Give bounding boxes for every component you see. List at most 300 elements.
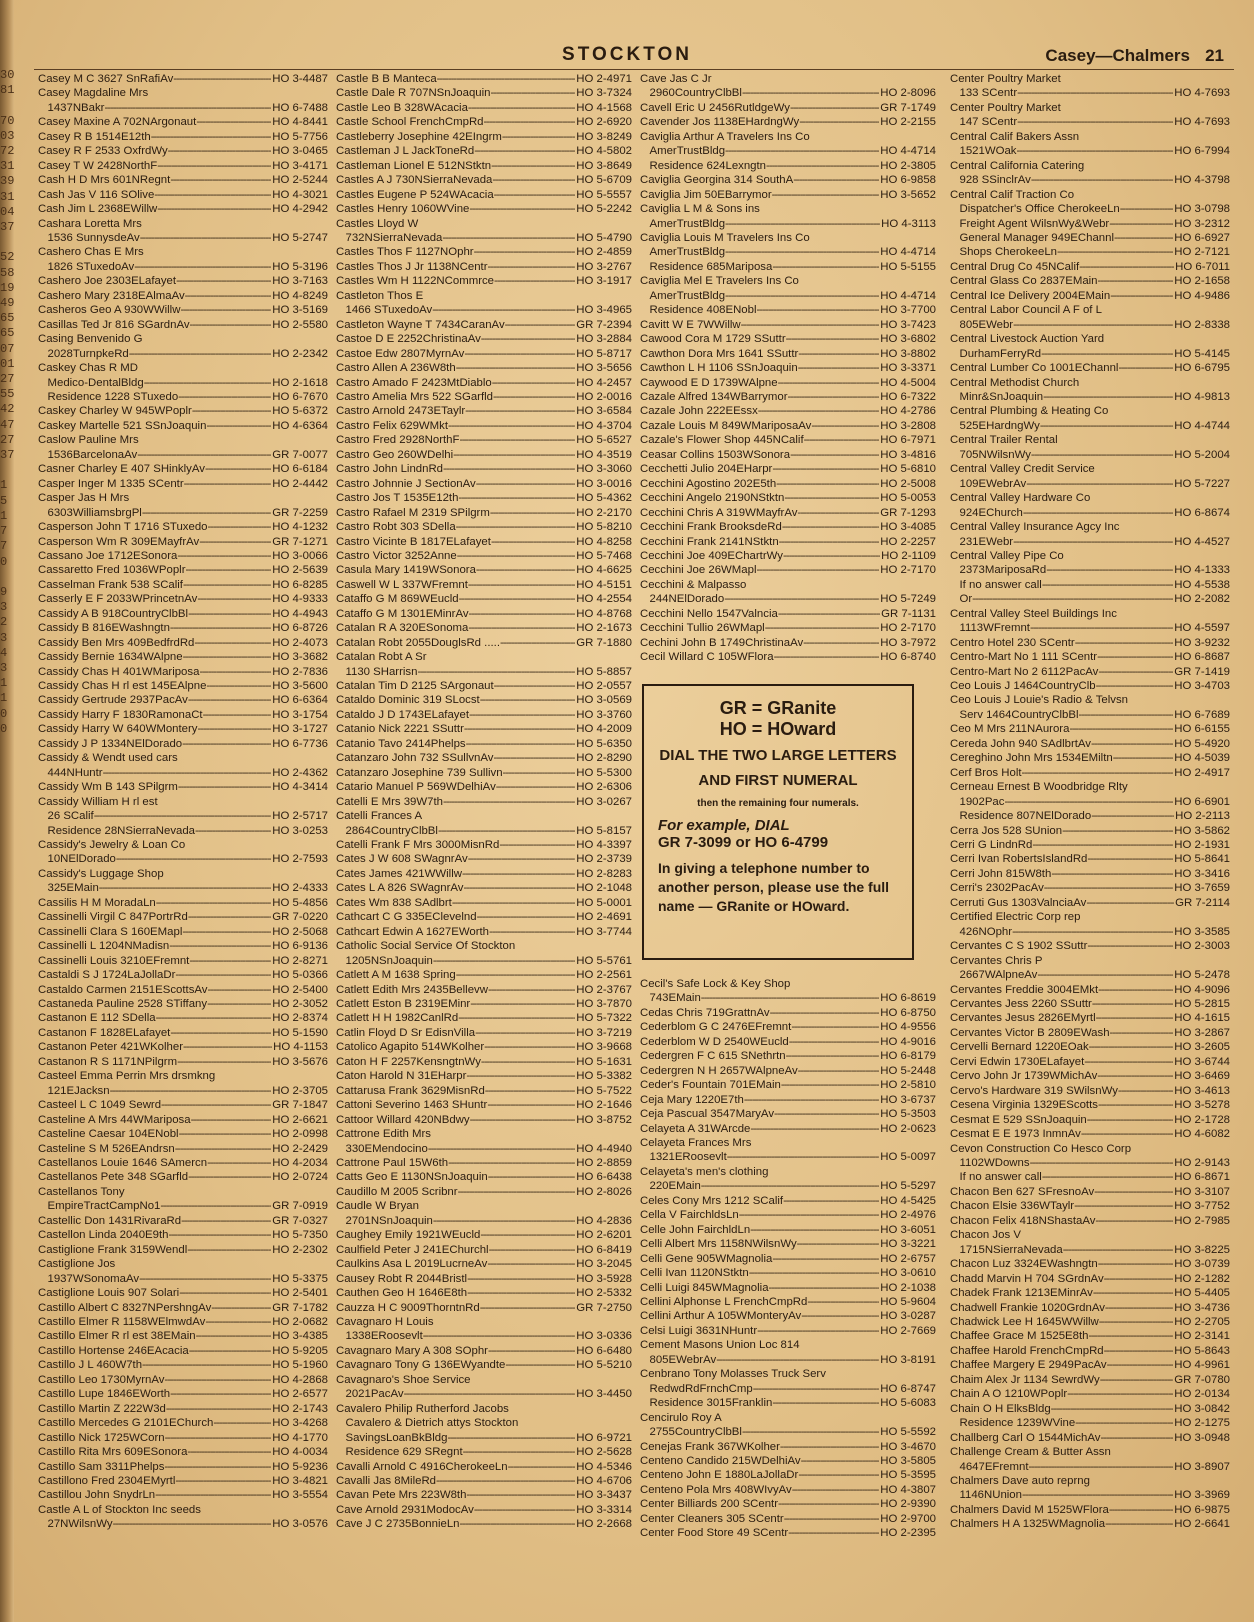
leader-dashes <box>183 578 271 592</box>
listing-name: Residence 408ENobl <box>640 304 757 317</box>
leader-dashes <box>496 780 576 794</box>
listing-phone: HO 2-3767 <box>576 983 632 996</box>
leader-dashes <box>175 1474 271 1488</box>
listing-name: Cassidy A B 918CountryClbBl <box>38 607 189 620</box>
listing-name: Catts Geo E 1130NSnJoaquin <box>336 1171 488 1184</box>
listing-name: 1466 STuxedoAv <box>336 304 433 317</box>
leader-dashes <box>190 318 272 332</box>
listing-name: Chacon Ben 627 SFresnoAv <box>950 1185 1095 1198</box>
leader-dashes <box>769 1281 880 1295</box>
listing-name: Cervantes Victor B 2809EWash <box>950 1026 1110 1039</box>
listing-phone: HO 3-2867 <box>1174 1026 1230 1039</box>
listing-name: Residence 1228 STuxedo <box>38 390 179 403</box>
listing-name: Castillo Martin Z 222W3d <box>38 1402 166 1415</box>
listing-name: Castaldi S J 1724LaJollaDr <box>38 969 176 982</box>
listing-name: Castellanos Louie 1646 SAmercn <box>38 1156 208 1169</box>
listing-entry <box>336 1315 632 1329</box>
listing-name: Catanzaro Josephine 739 Sullivn <box>336 766 503 779</box>
listing-entry <box>336 1460 632 1474</box>
listing-phone: HO 5-8157 <box>576 824 632 837</box>
listing-entry <box>640 1252 936 1266</box>
listing-phone: HO 2-7985 <box>1174 1214 1230 1227</box>
leader-dashes <box>1042 578 1173 592</box>
listing-name: Catlett Edith Mrs 2435Bellevw <box>336 983 488 996</box>
leader-dashes <box>790 448 879 462</box>
binding-digit: 39 <box>0 174 14 189</box>
listing-name: Cassidy Chas H 401WMariposa <box>38 665 200 678</box>
listing-name: Castro John LindnRd <box>336 463 444 476</box>
notice-example-numbers: GR 7-3099 or HO 6-4799 <box>658 834 829 851</box>
listing-entry <box>950 1243 1230 1257</box>
listing-name: Castro Jos T 1535E12th <box>336 492 459 505</box>
listing-name: Central Glass Co 2837EMain <box>950 275 1098 288</box>
listing-phone: HO 4-5039 <box>1174 752 1230 765</box>
listing-phone: HO 6-8179 <box>880 1050 936 1063</box>
leader-dashes <box>465 404 575 418</box>
listing-entry <box>336 1113 632 1127</box>
listing-name: Cervantes Jess 2260 SSuttr <box>950 998 1092 1010</box>
leader-dashes <box>447 1431 575 1445</box>
listing-name: 1937WSonomaAv <box>38 1272 140 1285</box>
listing-phone: HO 3-8225 <box>1174 1243 1230 1256</box>
listing-entry <box>38 217 328 231</box>
listing-entry <box>950 809 1230 823</box>
listing-name: Dispatcher's Office CherokeeLn <box>950 203 1120 216</box>
listing-name: Catanzaro John 732 SSullvnAv <box>336 752 494 765</box>
listing-phone: HO 3-3107 <box>1174 1185 1230 1198</box>
binding-digit: 31 <box>0 159 14 174</box>
listing-phone: HO 5-2747 <box>272 231 328 244</box>
listing-entry <box>640 347 936 361</box>
binding-digit: 4 <box>0 645 8 660</box>
leader-dashes <box>1062 824 1173 838</box>
listing-entry <box>38 1517 328 1531</box>
listing-name: Casheros Geo A 930WWillw <box>38 304 181 317</box>
listing-phone: HO 3-0465 <box>272 145 328 158</box>
listing-name: Castles Thos J Jr 1138NCentr <box>336 260 488 273</box>
leader-dashes <box>1105 1301 1173 1315</box>
listing-entry <box>950 115 1230 129</box>
listing-entry <box>950 390 1230 404</box>
listing-name: Cevon Construction Co Hesco Corp <box>950 1142 1132 1155</box>
listing-entry <box>336 925 632 939</box>
listing-name: Cecchini Joe 26WMapl <box>640 564 757 577</box>
listing-phone: HO 3-4816 <box>880 448 936 461</box>
listing-name: Central Ice Delivery 2004EMain <box>950 289 1111 302</box>
listing-phone: HO 6-7994 <box>1174 145 1230 158</box>
listing-phone: GR 7-2259 <box>272 506 328 519</box>
listing-name: 805EWebrAv <box>640 1353 717 1366</box>
leader-dashes <box>1044 881 1174 895</box>
listing-phone: HO 5-9236 <box>272 1460 328 1473</box>
listing-name: Castellic Don 1431RivaraRd <box>38 1214 182 1227</box>
listing-phone: HO 5-9205 <box>272 1344 328 1357</box>
listing-entry <box>950 1460 1230 1474</box>
leader-dashes <box>772 1396 879 1410</box>
listing-entry <box>336 1026 632 1040</box>
listing-name: 1146NUnion <box>950 1489 1022 1502</box>
listing-entry <box>38 462 328 476</box>
listing-entry <box>38 939 328 953</box>
listing-phone: HO 6-8740 <box>880 651 936 664</box>
listing-name: Chalmers Dave auto reprng <box>950 1474 1090 1487</box>
listing-entry <box>950 1402 1230 1416</box>
listing-entry <box>640 1411 936 1425</box>
leader-dashes <box>1086 896 1174 910</box>
listing-name: Cassidy's Jewelry & Loan Co <box>38 839 186 852</box>
listing-entry <box>38 679 328 693</box>
listing-name: Casteline A Mrs 44WMariposa <box>38 1113 191 1126</box>
listing-name: 1521WOak <box>950 145 1017 158</box>
listing-name: Castillo Nick 1725WCorn <box>38 1431 165 1444</box>
leader-dashes <box>757 303 880 317</box>
listing-entry <box>336 737 632 751</box>
listing-name: Cattoni Severino 1463 SHuntr <box>336 1099 488 1112</box>
listing-entry <box>38 101 328 115</box>
leader-dashes <box>781 1078 879 1092</box>
leader-dashes <box>463 1445 576 1459</box>
listing-phone: HO 5-9604 <box>880 1295 936 1308</box>
listing-entry <box>336 404 632 418</box>
listing-entry <box>336 1069 632 1083</box>
listing-phone: HO 4-5151 <box>576 578 632 591</box>
leader-dashes <box>797 1237 880 1251</box>
listing-entry <box>336 1474 632 1488</box>
leader-dashes <box>188 1170 271 1184</box>
listing-entry <box>950 983 1230 997</box>
listing-name: Cavan Pete Mrs 223W8th <box>336 1489 467 1502</box>
listing-name: Cash Jas V 116 SOlive <box>38 188 155 201</box>
listing-entry <box>336 1214 632 1228</box>
leader-dashes <box>423 1329 576 1343</box>
listing-entry <box>38 708 328 722</box>
listing-phone: HO 4-3807 <box>880 1483 936 1496</box>
listing-name: Cazale's Flower Shop 445NCalif <box>640 434 804 447</box>
listing-entry <box>640 1150 936 1164</box>
listing-entry <box>950 1373 1230 1387</box>
listing-name: Caviglia Arthur A Travelers Ins Co <box>640 130 810 143</box>
leader-dashes <box>443 795 575 809</box>
listing-name: Castanon R S 1171NPilgrm <box>38 1055 178 1068</box>
listing-name: 1826 STuxedoAv <box>38 260 135 273</box>
listing-name: Catelli E Mrs 39W7th <box>336 795 443 808</box>
listing-name: Catalan Tim D 2125 SArgonaut <box>336 680 494 693</box>
listing-entry <box>950 997 1230 1011</box>
listing-entry <box>38 1503 328 1517</box>
listing-entry <box>640 1194 936 1208</box>
leader-dashes <box>175 968 271 982</box>
leader-dashes <box>1022 1488 1173 1502</box>
listing-phone: HO 4-4527 <box>1174 535 1230 548</box>
leader-dashes <box>492 376 576 390</box>
leader-dashes <box>784 1512 880 1526</box>
listing-phone: HO 2-2342 <box>272 347 328 360</box>
listing-name: Chaffee Margery E 2949PacAv <box>950 1359 1107 1372</box>
leader-dashes <box>701 991 879 1005</box>
leader-dashes <box>1057 245 1173 259</box>
listing-entry <box>950 72 1230 86</box>
binding-digit: 1 <box>0 691 8 706</box>
listing-entry <box>640 1136 936 1150</box>
listing-name: Cervelli Bernard 1220EOak <box>950 1041 1089 1054</box>
listing-phone: HO 2-8374 <box>272 1012 328 1025</box>
listing-entry <box>950 1127 1230 1141</box>
binding-digit: 04 <box>0 204 14 219</box>
listing-phone: HO 4-4943 <box>272 607 328 620</box>
listing-entry <box>950 563 1230 577</box>
listing-entry <box>640 1454 936 1468</box>
listing-name: Castiglione Jos <box>38 1258 116 1271</box>
listing-phone: HO 4-4940 <box>576 1142 632 1155</box>
listing-name: Cavender Jos 1138EHardngWy <box>640 116 800 129</box>
leader-dashes <box>199 535 271 549</box>
listing-phone: HO 2-4976 <box>880 1209 936 1222</box>
listing-entry <box>950 376 1230 390</box>
listing-entry <box>640 636 936 650</box>
leader-dashes <box>177 549 271 563</box>
listing-name: Central Valley Pipe Co <box>950 549 1064 562</box>
listing-entry <box>38 578 328 592</box>
listing-name: Celayeta's men's clothing <box>640 1165 769 1178</box>
listing-name: AmerTrustBldg <box>640 246 726 259</box>
leader-dashes <box>182 925 271 939</box>
listing-entry <box>336 1228 632 1242</box>
leader-dashes <box>757 1324 879 1338</box>
listing-entry <box>640 1223 936 1237</box>
listing-name: Cecchetti Julio 204EHarpr <box>640 463 773 476</box>
listing-name: 805EWebr <box>950 318 1014 331</box>
listing-phone: HO 2-8271 <box>272 954 328 967</box>
listing-entry <box>950 245 1230 259</box>
listing-phone: HO 2-7121 <box>1174 246 1230 259</box>
listing-name: If no answer call <box>950 1171 1042 1184</box>
listing-entry <box>38 795 328 809</box>
listing-name: Centeno John E 1880LaJollaDr <box>640 1469 799 1482</box>
listing-entry <box>38 1402 328 1416</box>
listing-entry <box>336 1156 632 1170</box>
listing-entry <box>950 1098 1230 1112</box>
leader-dashes <box>466 1069 575 1083</box>
listing-name: Cawood Cora M 1729 SSuttr <box>640 333 786 346</box>
leader-dashes <box>772 188 880 202</box>
listing-phone: HO 2-2155 <box>880 116 936 129</box>
leader-dashes <box>462 867 575 881</box>
listing-phone: HO 3-4821 <box>272 1474 328 1487</box>
listing-entry <box>950 289 1230 303</box>
listing-entry <box>38 1329 328 1343</box>
listing-entry <box>38 303 328 317</box>
listing-entry <box>640 1078 936 1092</box>
listing-phone: HO 4-8258 <box>576 535 632 548</box>
listing-entry <box>640 1020 936 1034</box>
listing-entry <box>38 1272 328 1286</box>
listing-name: Castle B B Manteca <box>336 73 437 85</box>
listing-column-1 <box>38 72 328 1532</box>
leader-dashes <box>758 404 880 418</box>
listing-phone: HO 6-8619 <box>880 992 936 1005</box>
listing-phone: HO 2-7836 <box>272 665 328 678</box>
leader-dashes <box>1098 274 1174 288</box>
listing-phone: HO 2-2113 <box>1175 810 1230 823</box>
leader-dashes <box>770 1006 880 1020</box>
listing-phone: HO 2-1931 <box>1174 839 1230 852</box>
listing-entry <box>950 1011 1230 1025</box>
listing-name: Cerruti Gus 1303ValnciaAv <box>950 896 1087 909</box>
leader-dashes <box>154 188 271 202</box>
leader-dashes <box>780 1440 879 1454</box>
leader-dashes <box>1092 997 1173 1011</box>
leader-dashes <box>481 1055 575 1069</box>
listing-name: Castaneda Pauline 2528 STiffany <box>38 998 208 1010</box>
listing-entry <box>950 636 1230 650</box>
listing-name: Cesmat E 529 SSnJoaquin <box>950 1113 1087 1126</box>
listing-entry <box>950 130 1230 144</box>
leader-dashes <box>1013 535 1173 549</box>
leader-dashes <box>443 462 575 476</box>
listing-name: 6303WilliamsbrgPl <box>38 506 142 519</box>
listing-name: Cervantes Jesus 2826EMyrtl <box>950 1012 1096 1025</box>
listing-entry <box>336 1286 632 1300</box>
leader-dashes <box>502 130 575 144</box>
leader-dashes <box>1029 1460 1174 1474</box>
listing-name: Caulfield Peter J 241EChurchl <box>336 1243 489 1256</box>
listing-name: Residence 28NSierraNevada <box>38 824 196 837</box>
listing-entry <box>950 968 1230 982</box>
listing-entry <box>336 549 632 563</box>
listing-phone: HO 4-9813 <box>1174 390 1230 403</box>
leader-dashes <box>804 433 880 447</box>
listing-entry <box>336 795 632 809</box>
listing-entry <box>38 1474 328 1488</box>
listing-name: Chaffee Grace M 1525E8th <box>950 1330 1089 1343</box>
listing-name: Cataldo Dominic 319 SLocst <box>336 694 480 707</box>
listing-entry <box>336 751 632 765</box>
leader-dashes <box>1074 1199 1173 1213</box>
listing-name: Casey T W 2428NorthF <box>38 159 158 172</box>
listing-phone: HO 3-5676 <box>272 1055 328 1068</box>
listing-name: Cellini Arthur A 105WMonteryAv <box>640 1310 802 1323</box>
leader-dashes <box>170 1026 271 1040</box>
listing-entry <box>640 274 936 288</box>
leader-dashes <box>1040 419 1173 433</box>
leader-dashes <box>788 1526 879 1540</box>
listing-entry <box>950 708 1230 722</box>
listing-phone: HO 3-9232 <box>1174 636 1230 649</box>
leader-dashes <box>1043 390 1173 404</box>
listing-phone: HO 2-0724 <box>272 1171 328 1184</box>
binding-digit: 01 <box>0 356 14 371</box>
listing-phone: HO 5-1590 <box>272 1026 328 1039</box>
listing-entry <box>336 419 632 433</box>
listing-phone: HO 3-3416 <box>1174 867 1230 880</box>
listing-entry <box>640 477 936 491</box>
leader-dashes <box>1110 289 1173 303</box>
listing-entry <box>336 506 632 520</box>
listing-name: Cassidy Bernie 1634WAlpne <box>38 651 183 664</box>
listing-name: Casey R B 1514E12th <box>38 130 151 143</box>
listing-phone: HO 2-8283 <box>576 867 632 880</box>
leader-dashes <box>493 390 575 404</box>
listing-name: Cavagnaro Mary A 308 SOphr <box>336 1344 488 1357</box>
leader-dashes <box>791 1020 879 1034</box>
leader-dashes <box>468 578 575 592</box>
listing-phone: HO 4-3519 <box>576 448 632 461</box>
listing-name: Castro Fred 2928NorthF <box>336 434 460 447</box>
binding-digit: 81 <box>0 83 14 98</box>
listing-phone: HO 2-4333 <box>272 882 328 895</box>
listing-entry <box>336 809 632 823</box>
listing-entry <box>38 72 328 86</box>
listing-phone: HO 5-6810 <box>880 463 936 476</box>
listing-entry <box>950 491 1230 505</box>
listing-phone: HO 5-7756 <box>272 130 328 143</box>
listing-name: Cedergren F C 615 SNethrtn <box>640 1050 786 1063</box>
leader-dashes <box>458 1011 575 1025</box>
listing-phone: HO 5-5210 <box>576 1359 632 1372</box>
listing-phone: HO 4-3397 <box>576 839 632 852</box>
listing-name: Residence 3015Franklin <box>640 1397 773 1410</box>
listing-entry <box>336 824 632 838</box>
binding-digit: 58 <box>0 265 14 280</box>
listing-name: Cella V FairchldsLn <box>640 1209 739 1222</box>
listing-name: 732NSierraNevada <box>336 231 443 244</box>
listing-entry <box>336 939 632 953</box>
listing-name: AmerTrustBldg <box>640 217 726 230</box>
leader-dashes <box>1104 1272 1174 1286</box>
listing-name: Chaim Alex Jr 1134 SewrdWy <box>950 1373 1100 1386</box>
listing-entry <box>640 1353 936 1367</box>
leader-dashes <box>489 1243 576 1257</box>
listing-entry <box>950 202 1230 216</box>
listing-entry <box>950 159 1230 173</box>
listing-phone: HO 4-4714 <box>880 289 936 302</box>
listing-name: Chaffee Harold FrenchCmpRd <box>950 1344 1104 1357</box>
leader-dashes <box>1051 867 1173 881</box>
listing-phone: HO 4-0034 <box>272 1446 328 1459</box>
listing-name: Cesmat E E 1973 InmnAv <box>950 1128 1081 1141</box>
listing-entry <box>38 824 328 838</box>
listing-name: Catanio Tavo 2414Phelps <box>336 737 466 750</box>
listing-entry <box>336 1301 632 1315</box>
listing-name: Cataffo G M 869WEucld <box>336 593 459 606</box>
listing-entry <box>336 1431 632 1445</box>
leader-dashes <box>466 1488 575 1502</box>
listing-name: Cassinelli L 1204NMadisn <box>38 940 170 953</box>
listing-entry <box>38 260 328 274</box>
listing-name: Cerri Ivan RobertsIslandRd <box>950 853 1088 866</box>
listing-entry <box>950 766 1230 780</box>
leader-dashes <box>178 390 271 404</box>
listing-entry <box>950 1301 1230 1315</box>
listing-entry <box>38 318 328 332</box>
leader-dashes <box>156 896 272 910</box>
listing-phone: HO 4-2034 <box>272 1156 328 1169</box>
listing-name: Central Valley Steel Buildings Inc <box>950 607 1117 620</box>
listing-phone: HO 3-9668 <box>576 1041 632 1054</box>
listing-phone: HO 5-8643 <box>1174 1344 1230 1357</box>
listing-phone: HO 6-6155 <box>1174 723 1230 736</box>
listing-entry <box>640 332 936 346</box>
listing-entry <box>336 448 632 462</box>
leader-dashes <box>1067 1387 1173 1401</box>
listing-entry <box>950 1416 1230 1430</box>
leader-dashes <box>1031 173 1173 187</box>
listing-name: Or <box>950 593 973 606</box>
listing-entry <box>336 896 632 910</box>
listing-phone: GR 7-2750 <box>576 1301 632 1314</box>
listing-column-4 <box>950 72 1230 1532</box>
listing-phone: HO 6-6901 <box>1174 795 1230 808</box>
